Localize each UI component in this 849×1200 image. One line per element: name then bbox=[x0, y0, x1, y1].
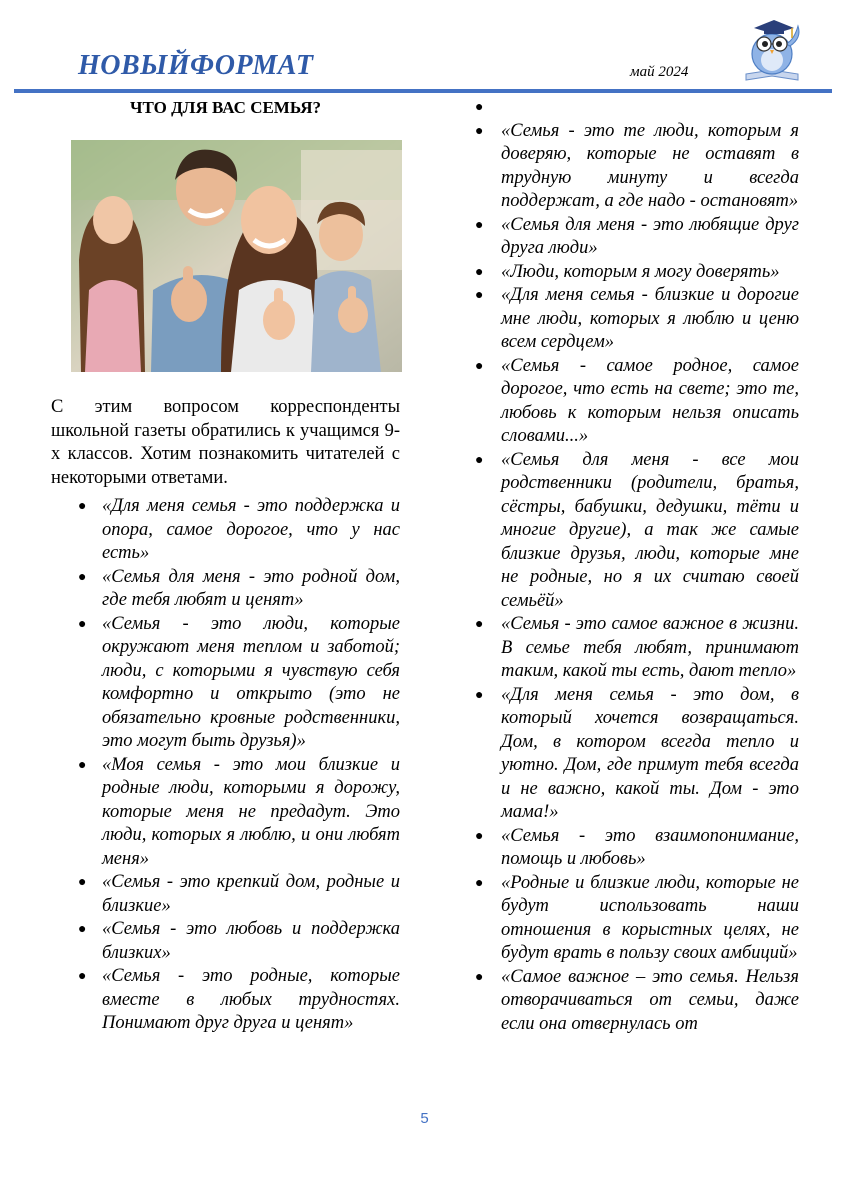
list-item: ● «Самое важное – это семья. Нельзя отворачиваться от семьи, даже если она отвернулась от bbox=[475, 966, 799, 1034]
bullet-icon: ● bbox=[78, 499, 87, 514]
masthead: НОВЫЙФОРМАТ bbox=[78, 50, 314, 81]
bullet-icon: ● bbox=[475, 358, 484, 374]
family-photo bbox=[71, 140, 402, 372]
bullet-icon: ● bbox=[78, 616, 87, 632]
list-item: ● «Для меня семья - это дом, в который хочется возвращаться. Дом, в котором всегда тепло и уютно. Дом, где примут тебя всегда и не важно, какой ты. Дом - это мама!» bbox=[475, 684, 799, 822]
issue-date: май 2024 bbox=[630, 64, 689, 80]
list-item: ● «Семья для меня - это любящие друг друга люди» bbox=[475, 214, 799, 258]
list-item: ● «Семья для меня - все мои родственники (родители, братья, сёстры, бабушки, дедушки, тёти и многие другие), а так же самые близкие друзья, люди, которые мне не родные, но я их считаю своей семьёй» bbox=[475, 449, 799, 611]
list-item: ● «Для меня семья - близкие и дорогие мне люди, которых я люблю и ценю всем сердцем» bbox=[475, 285, 799, 352]
header-rule bbox=[14, 89, 832, 93]
right-column bbox=[447, 96, 799, 1036]
bullet-icon: ● bbox=[475, 288, 484, 303]
bullet-icon: ● bbox=[78, 875, 87, 890]
list-item: ● «Семья - это родные, которые вместе в любых трудностях. Понимают друг друга и ценят» bbox=[78, 966, 400, 1033]
bullet-icon: ● bbox=[475, 264, 484, 280]
list-item: ● «Семья - это самое важное в жизни. В семье тебя любят, принимают таким, какой ты есть, дают тепло» bbox=[475, 614, 799, 681]
list-item: ● «Семья - это крепкий дом, родные и близкие» bbox=[78, 872, 400, 916]
bullet-icon: ● bbox=[78, 569, 87, 585]
bullet-icon: ● bbox=[78, 969, 87, 984]
owl-graduate-icon bbox=[740, 6, 804, 86]
bullet-icon: ● bbox=[475, 217, 484, 233]
list-item: ● «Для меня семья - это поддержка и опора, самое дорогое, что у нас есть» bbox=[78, 496, 400, 563]
bullet-icon: ● bbox=[475, 875, 484, 891]
bullet-icon: ● bbox=[475, 828, 484, 844]
list-item: ● «Семья - самое родное, самое дорогое, что есть на свете; это те, любовь к которым нельзя описать словами...» bbox=[475, 355, 799, 446]
list-item bbox=[447, 96, 799, 120]
bullet-icon: ● bbox=[475, 969, 484, 985]
page-number: 5 bbox=[420, 1110, 429, 1127]
bullet-icon: ● bbox=[78, 922, 87, 937]
left-column bbox=[51, 96, 400, 1036]
bullet-icon: ● bbox=[475, 617, 484, 632]
bullet-icon: ● bbox=[475, 452, 484, 468]
list-item: ● «Семья - это люди, которые окружают меня теплом и заботой; люди, с которыми я чувствую себя комфортно и открыто (это не обязательно кровные родственники, это могут быть друзья)» bbox=[78, 613, 400, 751]
list-item: ● «Люди, которым я могу доверять» bbox=[447, 261, 799, 285]
article-intro: С этим вопросом корреспонденты школьной газеты обратились к учащимся 9-х классов. Хотим познакомить читателей с некоторыми ответами. bbox=[51, 397, 400, 488]
bullet-icon: ● bbox=[475, 100, 484, 115]
list-item: ● «Семья для меня - это родной дом, где тебя любят и ценят» bbox=[78, 566, 400, 610]
list-item: ● «Семья - это любовь и поддержка близких» bbox=[78, 919, 400, 963]
right-answer-list bbox=[447, 96, 799, 1036]
bullet-icon: ● bbox=[475, 687, 484, 703]
list-item: ● «Семья - это те люди, которым я доверяю, которые не оставят в трудную минуту и всегда поддержат, а где надо - остановят» bbox=[475, 120, 799, 211]
list-item: ● «Семья - это взаимопонимание, помощь и любовь» bbox=[475, 825, 799, 869]
bullet-icon: ● bbox=[78, 757, 87, 773]
left-answer-list bbox=[51, 495, 400, 1036]
bullet-icon: ● bbox=[475, 123, 484, 139]
list-item: ● «Моя семья - это мои близкие и родные люди, которыми я дорожу, которые меня не предадут. Это люди, которых я люблю, и они любят меня» bbox=[78, 754, 400, 869]
article-title: ЧТО ДЛЯ ВАС СЕМЬЯ? bbox=[130, 98, 321, 117]
list-item: ● «Родные и близкие люди, которые не будут использовать наши отношения в корыстных целях, не будут врать в пользу своих амбиций» bbox=[475, 872, 799, 963]
